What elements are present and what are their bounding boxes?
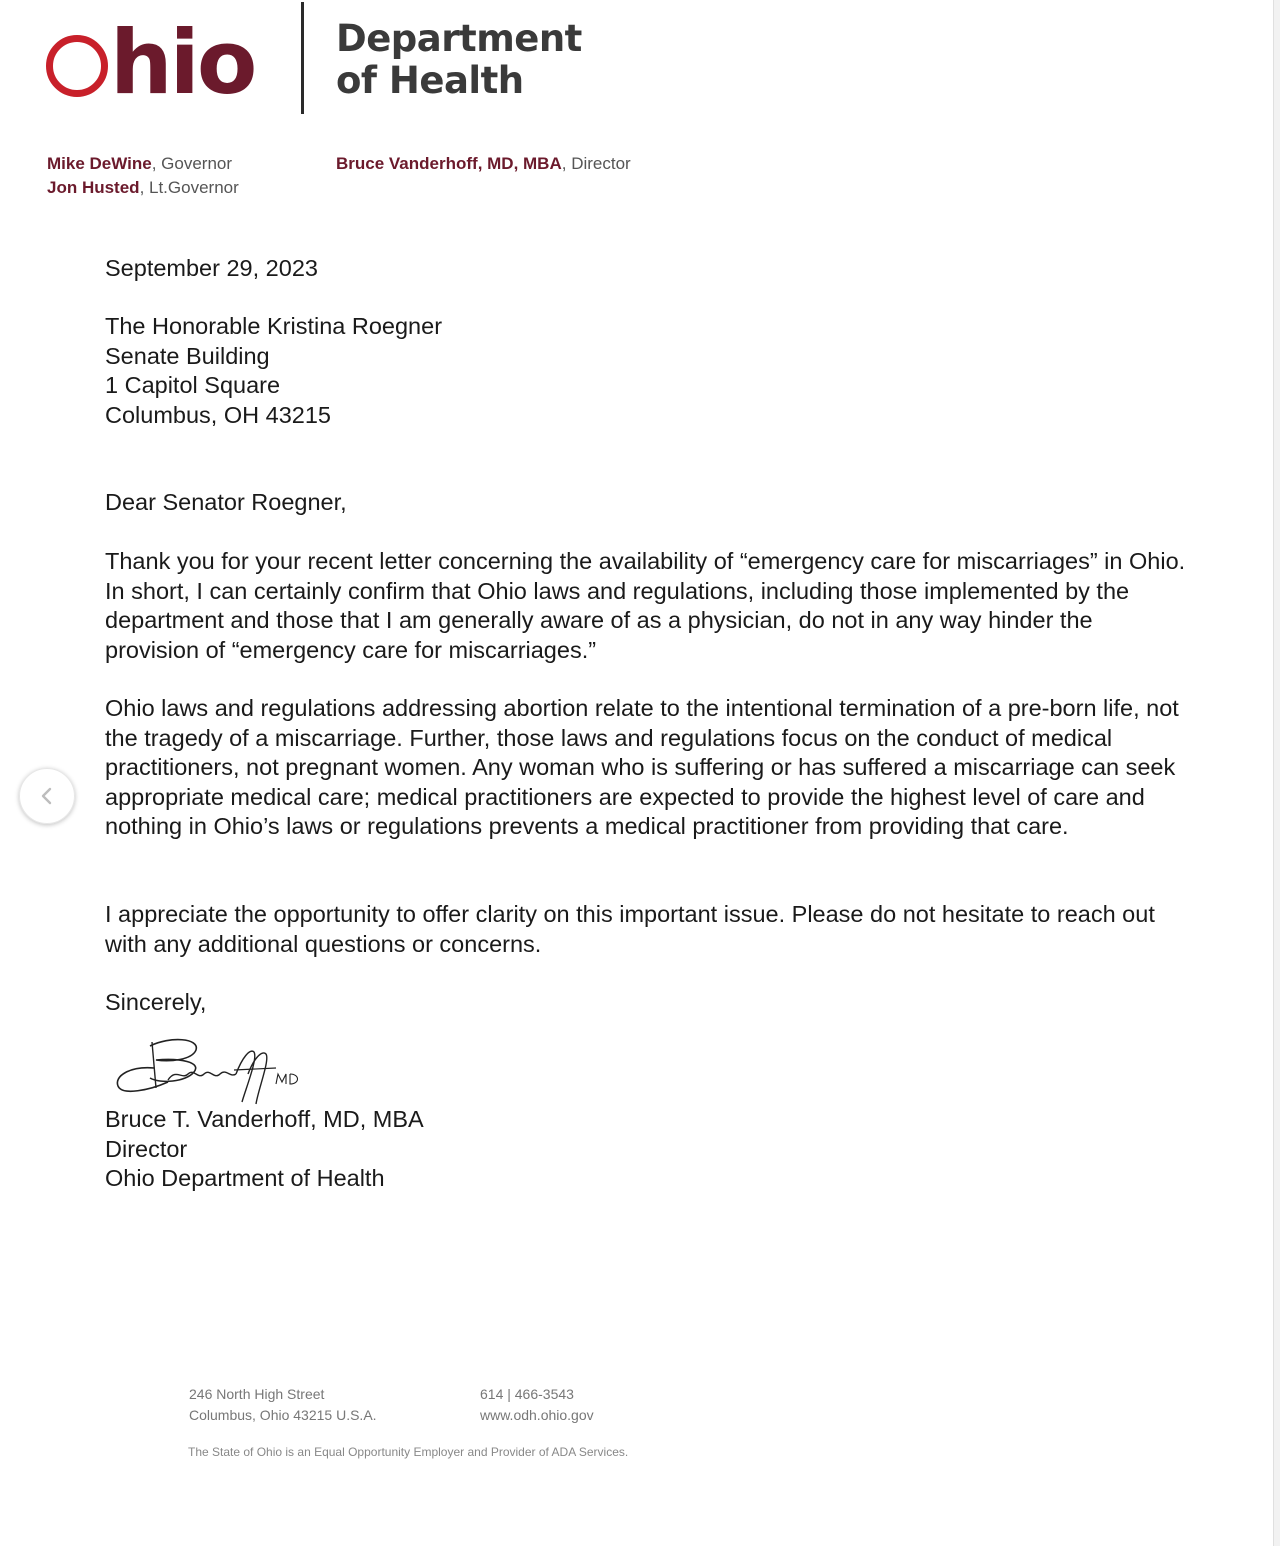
department-name — [336, 18, 582, 102]
lt-governor-line — [47, 176, 239, 200]
footer-street: 246 North High Street — [189, 1386, 325, 1402]
footer-note: The State of Ohio is an Equal Opportunity Employer and Provider of ADA Services. — [188, 1445, 629, 1459]
handwritten-signature — [110, 1028, 300, 1110]
footer-contact — [480, 1384, 594, 1426]
salutation: Dear Senator Roegner, — [105, 489, 347, 515]
chevron-left-icon — [37, 786, 57, 806]
logo-divider — [301, 2, 304, 114]
lt-governor-name: Jon Husted — [47, 178, 140, 197]
signature-block — [105, 1105, 1190, 1194]
director-title: , Director — [561, 154, 631, 173]
body-paragraph-1: Thank you for your recent letter concerning the availability of “emergency care for miscarriages” in Ohio. In short, I can certainly confirm that Ohio laws and regulations, including those implemented by the department and those that I am generally aware of as a physician, do not in any way hinder the provision of “emergency care for miscarriages.” — [105, 548, 1186, 663]
ohio-logo — [46, 8, 286, 118]
body-paragraph-2: Ohio laws and regulations addressing abortion relate to the intentional termination of a pre-born life, not the tragedy of a miscarriage. Further, those laws and regulations focus on the conduct of medical practitioners, not pregnant women. Any woman who is suffering or has suffered a miscarriage can seek appropriate medical care; medical practitioners are expected to provide the highest level of care and nothing in Ohio’s laws or regulations prevents a medical practitioner from providing that care. — [105, 695, 1179, 839]
lt-governor-title: , Lt.Governor — [139, 178, 239, 197]
signer-organization: Ohio Department of Health — [105, 1165, 385, 1191]
officials-left — [47, 152, 239, 200]
signer-name: Bruce T. Vanderhoff, MD, MBA — [105, 1106, 424, 1132]
signer-title: Director — [105, 1135, 188, 1162]
governor-title: , Governor — [151, 154, 233, 173]
footer-city: Columbus, Ohio 43215 U.S.A. — [189, 1407, 377, 1423]
recipient-address — [105, 312, 1190, 430]
officials-right — [336, 152, 631, 176]
department-line2: of Health — [336, 59, 524, 102]
director-line — [336, 152, 631, 176]
body-paragraph-3: I appreciate the opportunity to offer clarity on this important issue. Please do not hesitate to reach out with any additional questions or concerns. — [105, 901, 1155, 957]
recipient-line1: The Honorable Kristina Roegner — [105, 313, 443, 339]
governor-name: Mike DeWine — [47, 154, 152, 173]
closing: Sincerely, — [105, 989, 207, 1015]
governor-line — [47, 152, 239, 176]
letter-date: September 29, 2023 — [105, 255, 318, 281]
previous-image-button[interactable] — [19, 768, 75, 824]
footer-phone: 614 | 466-3543 — [480, 1386, 574, 1402]
footer-address — [189, 1384, 377, 1426]
page-edge — [1273, 0, 1280, 1546]
recipient-line3: 1 Capitol Square — [105, 372, 281, 398]
recipient-line2: Senate Building — [105, 342, 270, 369]
department-line1: Department — [336, 17, 582, 60]
logo-o-ring — [46, 35, 108, 97]
recipient-line4: Columbus, OH 43215 — [105, 401, 331, 428]
footer-website: www.odh.ohio.gov — [480, 1407, 594, 1423]
logo-wordmark: hio — [110, 11, 255, 114]
director-name: Bruce Vanderhoff, MD, MBA — [336, 154, 562, 173]
